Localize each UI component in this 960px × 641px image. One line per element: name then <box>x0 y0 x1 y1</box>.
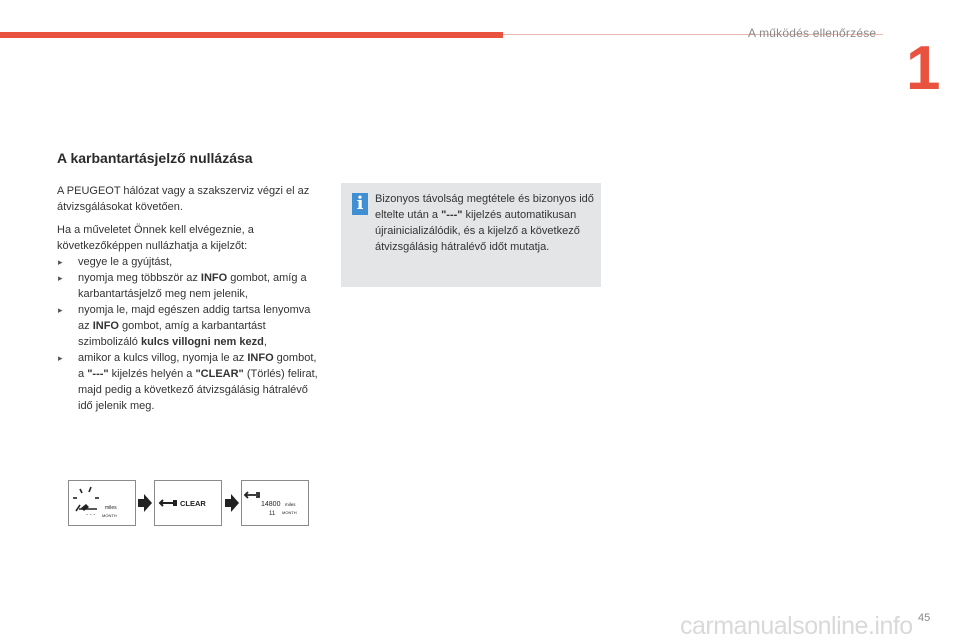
display-panel-blinking <box>68 480 136 526</box>
info-box <box>341 183 601 287</box>
step-text: vegye le a gyújtást, <box>78 256 173 268</box>
svg-text:MONTH: MONTH <box>102 513 117 518</box>
svg-text:CLEAR: CLEAR <box>180 499 206 508</box>
list-item <box>57 302 319 350</box>
step-bold: "CLEAR" <box>195 368 244 380</box>
step-text: nyomja le, majd egészen addig tartsa lenyomva az <box>78 304 311 332</box>
chapter-number: 1 <box>906 34 941 103</box>
header-accent-bar <box>0 32 503 38</box>
svg-text:miles: miles <box>105 505 117 511</box>
step-bold: "---" <box>87 368 109 380</box>
watermark: carmanualsonline.info <box>680 612 913 640</box>
list-item <box>57 254 319 270</box>
display-panel-clear <box>154 480 222 526</box>
wrench-icon <box>242 481 308 525</box>
step-text: nyomja meg többször az <box>78 272 201 284</box>
svg-text:MONTH: MONTH <box>282 510 297 515</box>
svg-text:- - -: - - - <box>86 512 96 518</box>
step-text: amikor a kulcs villog, nyomja le az <box>78 352 248 364</box>
page-number: 45 <box>918 612 931 624</box>
step-text: (Törlés) felirat, majd pedig a következő átvizsgálásig hátralévő idő jelenik meg. <box>78 368 318 412</box>
step-text: , <box>263 336 267 348</box>
step-text: gombot, amíg a karbantartásjelző meg nem jelenik, <box>78 272 307 300</box>
svg-text:14800: 14800 <box>261 501 281 508</box>
wrench-blinking-icon <box>69 481 135 525</box>
arrow-bullet-icon: ▸ <box>58 273 63 283</box>
step-bold: INFO <box>200 272 228 284</box>
step-text: kijelzés helyén a <box>108 368 196 380</box>
info-text: Bizonyos távolság megtétele és bizonyos idő eltelte után a "---" kijelzés automatikusan újrainicializálódik, és a kijelző a következő átvizsgálásig hátralévő időt mutatja. <box>375 193 594 253</box>
svg-text:miles: miles <box>285 502 296 507</box>
body-text <box>57 183 319 414</box>
steps-list <box>57 254 319 414</box>
right-arrow-icon <box>225 494 239 512</box>
step-bold: INFO <box>247 352 274 364</box>
step-text: gombot, a <box>78 352 317 380</box>
lead-paragraph: Ha a műveletet Önnek kell elvégeznie, a következőképpen nullázhatja a kijelzőt: <box>57 224 254 252</box>
section-title: A működés ellenőrzése <box>748 26 877 40</box>
info-icon: i <box>352 193 368 215</box>
svg-text:11: 11 <box>269 511 276 517</box>
right-arrow-icon <box>138 494 152 512</box>
page-heading: A karbantartásjelző nullázása <box>57 150 253 166</box>
step-text: gombot, amíg a karbantartást szimbolizáló <box>78 320 266 348</box>
step-bold: kulcs villogni nem kezd <box>140 336 264 348</box>
intro-paragraph: A PEUGEOT hálózat vagy a szakszerviz végzi el az átvizsgálásokat követően. <box>57 185 310 213</box>
list-item <box>57 270 319 302</box>
wrench-icon <box>155 481 221 525</box>
arrow-bullet-icon: ▸ <box>58 305 63 315</box>
arrow-bullet-icon: ▸ <box>58 257 63 267</box>
display-panel-remaining <box>241 480 309 526</box>
arrow-bullet-icon: ▸ <box>58 353 63 363</box>
list-item <box>57 350 319 414</box>
step-bold: INFO <box>92 320 119 332</box>
